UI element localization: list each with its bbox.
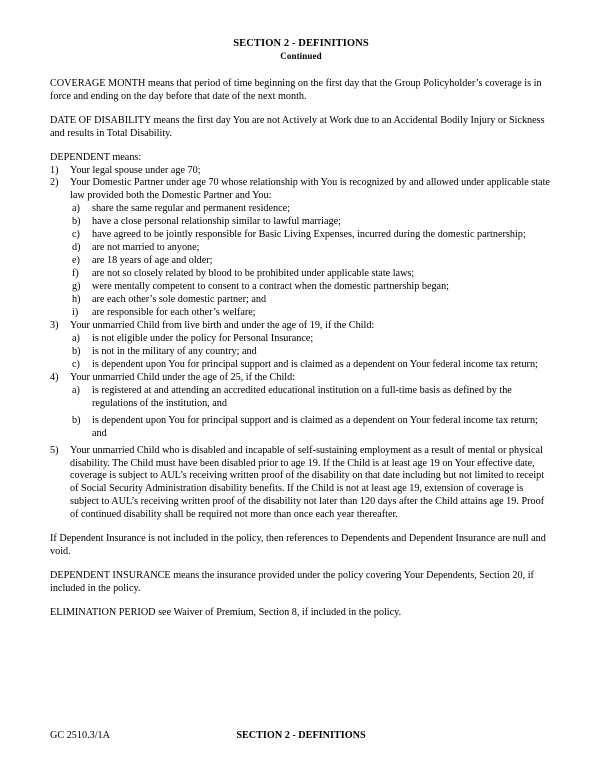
list-text: Your Domestic Partner under age 70 whose relationship with You is recognized by and allowed under applicable state law provided both the Domestic Partner and You: [70, 177, 550, 202]
sub-list-text: are not married to anyone; [92, 242, 200, 254]
sub-list-text: are responsible for each other’s welfare; [92, 307, 256, 319]
header-subtitle: Continued [280, 50, 322, 61]
sub-list-item [50, 255, 552, 268]
sub-list-marker: b) [72, 345, 81, 357]
paragraph-elimination-period: ELIMINATION PERIOD see Waiver of Premium, Section 8, if included in the policy. [50, 607, 402, 619]
sub-list-marker: d) [72, 242, 81, 254]
sub-list-item [50, 415, 552, 441]
sub-list-marker: e) [72, 255, 80, 267]
sub-list-marker: a) [72, 332, 80, 344]
sub-list-item [50, 307, 552, 320]
sub-list-marker: a) [72, 203, 80, 215]
list-item [50, 177, 552, 203]
sub-list-item [50, 216, 552, 229]
sub-list-text: are 18 years of age and older; [92, 255, 213, 267]
sub-list-marker: b) [72, 414, 81, 426]
footer-document-id: GC 2510.3/1A [50, 730, 110, 741]
sub-list-text: are not so closely related by blood to be prohibited under applicable state laws; [92, 268, 415, 280]
paragraph-dependent-insurance: DEPENDENT INSURANCE means the insurance provided under the policy covering Your Dependents, Section 20, if included in the policy. [50, 570, 534, 595]
sub-list-marker: f) [72, 268, 79, 280]
sub-list-marker: b) [72, 216, 81, 228]
sub-list-text: share the same regular and permanent residence; [92, 203, 290, 215]
sub-list-text: is not in the military of any country; and [92, 345, 257, 357]
sub-list-text: is registered at and attending an accredited educational institution on a full-time basis as defined by the regulations of the institution, and [92, 384, 512, 409]
document-body [50, 78, 552, 620]
sub-list-item [50, 346, 552, 359]
sub-list-text: is dependent upon You for principal support and is claimed as a dependent on Your federal income tax return; and [92, 414, 538, 439]
spacer [50, 522, 552, 533]
paragraph-coverage-month: COVERAGE MONTH means that period of time beginning on the first day that the Group Policyholder’s coverage is in force and ending on the day before that date of the next month. [50, 77, 542, 102]
sub-list-text: is not eligible under the policy for Personal Insurance; [92, 332, 314, 344]
list-item [50, 372, 552, 385]
sub-list-item [50, 385, 552, 411]
list-text: Your unmarried Child from live birth and under the age of 19, if the Child: [70, 319, 375, 331]
list-item [50, 320, 552, 333]
sub-list-item [50, 203, 552, 216]
footer-title: SECTION 2 - DEFINITIONS [236, 730, 366, 741]
sub-list-text: have a close personal relationship similar to lawful marriage; [92, 216, 341, 228]
sub-list-marker: i) [72, 307, 79, 319]
sub-list-marker: c) [72, 358, 80, 370]
sub-list-marker: a) [72, 384, 80, 396]
list-marker: 5) [50, 444, 59, 456]
list-marker: 3) [50, 319, 59, 331]
sub-list-item [50, 229, 552, 242]
list-marker: 2) [50, 177, 59, 189]
sub-list-item [50, 333, 552, 346]
sub-list-item [50, 242, 552, 255]
list-item [50, 165, 552, 178]
sub-list-text: were mentally competent to consent to a contract when the domestic partnership began; [92, 281, 450, 293]
sub-list-text: are each other’s sole domestic partner; and [92, 294, 267, 306]
sub-list-text: is dependent upon You for principal support and is claimed as a dependent on Your federal income tax return; [92, 358, 538, 370]
header-title: SECTION 2 - DEFINITIONS [233, 38, 369, 49]
paragraph-if-dependent-insurance: If Dependent Insurance is not included in the policy, then references to Dependents and Dependent Insurance are null and void. [50, 533, 546, 558]
paragraph-dependent-intro: DEPENDENT means: [50, 151, 142, 163]
sub-list-marker: h) [72, 294, 81, 306]
list-marker: 1) [50, 164, 59, 176]
sub-list-marker: g) [72, 281, 81, 293]
sub-list-item [50, 294, 552, 307]
list-text: Your unmarried Child under the age of 25, if the Child: [70, 371, 296, 383]
sub-list-item [50, 359, 552, 372]
list-text: Your unmarried Child who is disabled and incapable of self-sustaining employment as a result of mental or physical disability. The Child must have been disabled prior to age 19. If the Child is at least age 19 on Your effective date, coverage is subject to AUL’s receiving written proof of the disability on that date including but not limited to receipt of Social Security Administration disability benefits. If the Child is not at least age 19, extension of coverage is subject to AUL’s receiving written proof of the disability not later than 120 days after the Child attains age 19. Proof of continued disability shall be required not more than once each year thereafter. [70, 444, 545, 521]
sub-list-item [50, 268, 552, 281]
list-marker: 4) [50, 371, 59, 383]
sub-list-text: have agreed to be jointly responsible for Basic Living Expenses, incurred during the domestic partnership; [92, 229, 526, 241]
sub-list-marker: c) [72, 229, 80, 241]
page-footer [50, 730, 552, 741]
list-item [50, 445, 552, 523]
list-text: Your legal spouse under age 70; [70, 164, 201, 176]
paragraph-date-of-disability: DATE OF DISABILITY means the first day You are not Actively at Work due to an Accidental Bodily Injury or Sickness and results in Total Disability. [50, 114, 545, 139]
sub-list-item [50, 281, 552, 294]
page-header [50, 38, 552, 62]
